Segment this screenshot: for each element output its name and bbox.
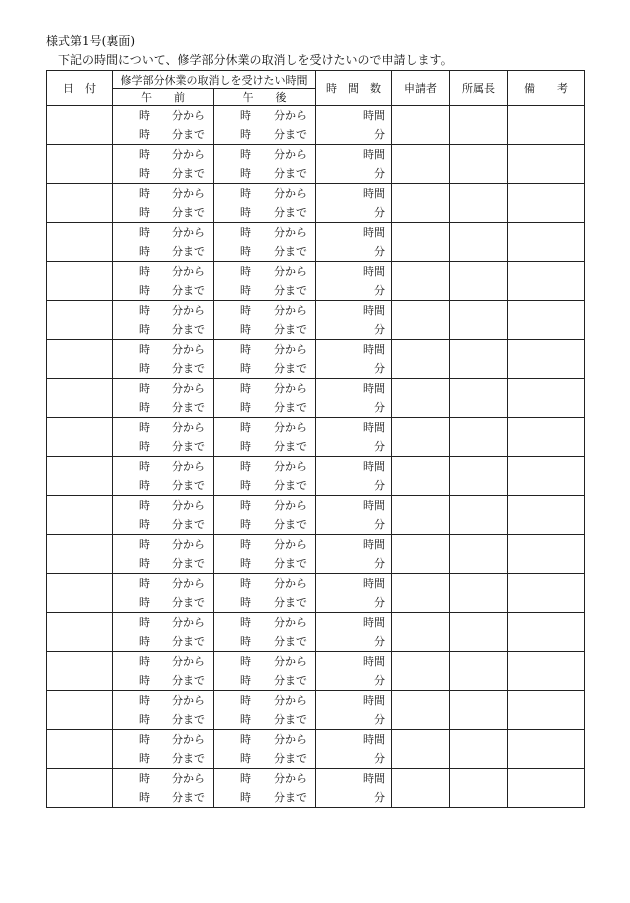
date-cell[interactable] [47,574,113,613]
duration-minutes[interactable]: 分 [316,671,392,691]
am-end-time[interactable]: 時 分まで [113,593,214,613]
table-row [47,340,585,360]
date-cell[interactable] [47,379,113,418]
am-end-time[interactable]: 時 分まで [113,788,214,808]
pm-start-time[interactable]: 時 分から [214,379,316,399]
remarks-cell[interactable] [508,262,585,301]
table-row [47,457,585,477]
applicant-cell[interactable] [392,535,450,574]
am-start-time[interactable]: 時 分から [113,496,214,516]
duration-hours[interactable]: 時間 [316,340,392,360]
pm-end-time[interactable]: 時 分まで [214,203,316,223]
duration-minutes[interactable]: 分 [316,359,392,379]
duration-minutes[interactable]: 分 [316,437,392,457]
duration-minutes[interactable]: 分 [316,125,392,145]
duration-hours[interactable]: 時間 [316,184,392,204]
col-pm-header: 午 後 [214,89,316,106]
duration-minutes[interactable]: 分 [316,476,392,496]
remarks-cell[interactable] [508,184,585,223]
am-end-time[interactable]: 時 分まで [113,749,214,769]
remarks-cell[interactable] [508,691,585,730]
remarks-cell[interactable] [508,613,585,652]
duration-minutes[interactable]: 分 [316,242,392,262]
applicant-cell[interactable] [392,145,450,184]
director-cell[interactable] [450,223,508,262]
applicant-cell[interactable] [392,301,450,340]
duration-minutes[interactable]: 分 [316,281,392,301]
director-cell[interactable] [450,769,508,808]
date-cell[interactable] [47,457,113,496]
table-row [47,535,585,555]
duration-hours[interactable]: 時間 [316,574,392,594]
duration-hours[interactable]: 時間 [316,223,392,243]
duration-hours[interactable]: 時間 [316,613,392,633]
duration-hours[interactable]: 時間 [316,652,392,672]
duration-minutes[interactable]: 分 [316,203,392,223]
remarks-cell[interactable] [508,145,585,184]
table-row [47,184,585,204]
am-start-time[interactable]: 時 分から [113,340,214,360]
pm-end-time[interactable]: 時 分まで [214,164,316,184]
am-end-time[interactable]: 時 分まで [113,710,214,730]
pm-start-time[interactable]: 時 分から [214,106,316,126]
duration-hours[interactable]: 時間 [316,535,392,555]
director-cell[interactable] [450,145,508,184]
applicant-cell[interactable] [392,418,450,457]
director-cell[interactable] [450,613,508,652]
applicant-cell[interactable] [392,184,450,223]
duration-hours[interactable]: 時間 [316,262,392,282]
date-cell[interactable] [47,730,113,769]
applicant-cell[interactable] [392,340,450,379]
remarks-cell[interactable] [508,496,585,535]
remarks-cell[interactable] [508,301,585,340]
director-cell[interactable] [450,106,508,145]
remarks-cell[interactable] [508,418,585,457]
pm-start-time[interactable]: 時 分から [214,223,316,243]
remarks-cell[interactable] [508,574,585,613]
pm-end-time[interactable]: 時 分まで [214,125,316,145]
pm-start-time[interactable]: 時 分から [214,652,316,672]
table-row [47,106,585,126]
table-row [47,223,585,243]
pm-start-time[interactable]: 時 分から [214,301,316,321]
am-end-time[interactable]: 時 分まで [113,203,214,223]
pm-start-time[interactable]: 時 分から [214,262,316,282]
duration-minutes[interactable]: 分 [316,710,392,730]
pm-end-time[interactable]: 時 分まで [214,632,316,652]
duration-hours[interactable]: 時間 [316,145,392,165]
am-start-time[interactable]: 時 分から [113,418,214,438]
date-cell[interactable] [47,301,113,340]
pm-start-time[interactable]: 時 分から [214,145,316,165]
pm-start-time[interactable]: 時 分から [214,769,316,789]
applicant-cell[interactable] [392,379,450,418]
am-start-time[interactable]: 時 分から [113,613,214,633]
am-start-time[interactable]: 時 分から [113,769,214,789]
director-cell[interactable] [450,262,508,301]
am-start-time[interactable]: 時 分から [113,301,214,321]
remarks-cell[interactable] [508,223,585,262]
am-start-time[interactable]: 時 分から [113,457,214,477]
duration-hours[interactable]: 時間 [316,379,392,399]
applicant-cell[interactable] [392,496,450,535]
pm-end-time[interactable]: 時 分まで [214,749,316,769]
pm-end-time[interactable]: 時 分まで [214,476,316,496]
pm-end-time[interactable]: 時 分まで [214,515,316,535]
pm-end-time[interactable]: 時 分まで [214,593,316,613]
director-cell[interactable] [450,730,508,769]
col-applicant-header: 申請者 [392,71,450,106]
pm-start-time[interactable]: 時 分から [214,340,316,360]
pm-end-time[interactable]: 時 分まで [214,788,316,808]
application-table [46,70,585,808]
duration-hours[interactable]: 時間 [316,106,392,126]
date-cell[interactable] [47,613,113,652]
applicant-cell[interactable] [392,223,450,262]
am-start-time[interactable]: 時 分から [113,652,214,672]
table-body [47,106,585,808]
am-start-time[interactable]: 時 分から [113,106,214,126]
director-cell[interactable] [450,652,508,691]
remarks-cell[interactable] [508,106,585,145]
duration-hours[interactable]: 時間 [316,301,392,321]
am-start-time[interactable]: 時 分から [113,574,214,594]
pm-end-time[interactable]: 時 分まで [214,359,316,379]
col-am-header: 午 前 [113,89,214,106]
duration-hours[interactable]: 時間 [316,418,392,438]
applicant-cell[interactable] [392,613,450,652]
col-date-header: 日 付 [47,71,113,106]
remarks-cell[interactable] [508,340,585,379]
duration-minutes[interactable]: 分 [316,164,392,184]
intro-text: 下記の時間について、修学部分休業の取消しを受けたいので申請します。 [58,53,453,67]
am-end-time[interactable]: 時 分まで [113,632,214,652]
table-row [47,145,585,165]
date-cell[interactable] [47,652,113,691]
date-cell[interactable] [47,340,113,379]
am-end-time[interactable]: 時 分まで [113,320,214,340]
am-end-time[interactable]: 時 分まで [113,671,214,691]
pm-start-time[interactable]: 時 分から [214,535,316,555]
applicant-cell[interactable] [392,652,450,691]
applicant-cell[interactable] [392,769,450,808]
pm-start-time[interactable]: 時 分から [214,613,316,633]
applicant-cell[interactable] [392,730,450,769]
date-cell[interactable] [47,535,113,574]
col-hours-header: 時 間 数 [316,71,392,106]
am-end-time[interactable]: 時 分まで [113,476,214,496]
remarks-cell[interactable] [508,652,585,691]
date-cell[interactable] [47,184,113,223]
table-row [47,691,585,711]
am-start-time[interactable]: 時 分から [113,379,214,399]
director-cell[interactable] [450,301,508,340]
am-end-time[interactable]: 時 分まで [113,242,214,262]
pm-end-time[interactable]: 時 分まで [214,437,316,457]
duration-minutes[interactable]: 分 [316,788,392,808]
table-row [47,613,585,633]
applicant-cell[interactable] [392,691,450,730]
date-cell[interactable] [47,418,113,457]
pm-end-time[interactable]: 時 分まで [214,554,316,574]
duration-minutes[interactable]: 分 [316,749,392,769]
pm-start-time[interactable]: 時 分から [214,457,316,477]
remarks-cell[interactable] [508,535,585,574]
duration-hours[interactable]: 時間 [316,691,392,711]
date-cell[interactable] [47,691,113,730]
duration-minutes[interactable]: 分 [316,320,392,340]
director-cell[interactable] [450,418,508,457]
remarks-cell[interactable] [508,457,585,496]
am-end-time[interactable]: 時 分まで [113,359,214,379]
remarks-cell[interactable] [508,379,585,418]
director-cell[interactable] [450,535,508,574]
duration-minutes[interactable]: 分 [316,593,392,613]
pm-start-time[interactable]: 時 分から [214,574,316,594]
duration-hours[interactable]: 時間 [316,457,392,477]
table-row [47,574,585,594]
date-cell[interactable] [47,223,113,262]
pm-end-time[interactable]: 時 分まで [214,671,316,691]
table-row [47,301,585,321]
applicant-cell[interactable] [392,457,450,496]
am-start-time[interactable]: 時 分から [113,145,214,165]
form-number: 様式第1号(裏面) [46,34,135,48]
date-cell[interactable] [47,262,113,301]
remarks-cell[interactable] [508,769,585,808]
pm-start-time[interactable]: 時 分から [214,418,316,438]
duration-hours[interactable]: 時間 [316,769,392,789]
duration-minutes[interactable]: 分 [316,554,392,574]
table-row [47,262,585,282]
table-row [47,652,585,672]
am-end-time[interactable]: 時 分まで [113,437,214,457]
director-cell[interactable] [450,184,508,223]
duration-minutes[interactable]: 分 [316,515,392,535]
date-cell[interactable] [47,106,113,145]
am-end-time[interactable]: 時 分まで [113,125,214,145]
pm-start-time[interactable]: 時 分から [214,691,316,711]
am-start-time[interactable]: 時 分から [113,223,214,243]
applicant-cell[interactable] [392,262,450,301]
date-cell[interactable] [47,145,113,184]
director-cell[interactable] [450,574,508,613]
pm-end-time[interactable]: 時 分まで [214,320,316,340]
col-remarks-header: 備 考 [508,71,585,106]
am-end-time[interactable]: 時 分まで [113,164,214,184]
director-cell[interactable] [450,457,508,496]
pm-end-time[interactable]: 時 分まで [214,281,316,301]
applicant-cell[interactable] [392,106,450,145]
pm-end-time[interactable]: 時 分まで [214,242,316,262]
date-cell[interactable] [47,769,113,808]
pm-start-time[interactable]: 時 分から [214,730,316,750]
pm-start-time[interactable]: 時 分から [214,184,316,204]
table-row [47,418,585,438]
remarks-cell[interactable] [508,730,585,769]
director-cell[interactable] [450,691,508,730]
duration-minutes[interactable]: 分 [316,398,392,418]
pm-end-time[interactable]: 時 分まで [214,398,316,418]
table-row [47,379,585,399]
duration-minutes[interactable]: 分 [316,632,392,652]
director-cell[interactable] [450,496,508,535]
col-director-header: 所属長 [450,71,508,106]
col-period-group-header: 修学部分休業の取消しを受けたい時間 [113,71,316,89]
date-cell[interactable] [47,496,113,535]
table-row [47,496,585,516]
director-cell[interactable] [450,379,508,418]
am-start-time[interactable]: 時 分から [113,184,214,204]
am-end-time[interactable]: 時 分まで [113,281,214,301]
duration-hours[interactable]: 時間 [316,730,392,750]
am-start-time[interactable]: 時 分から [113,691,214,711]
pm-end-time[interactable]: 時 分まで [214,710,316,730]
pm-start-time[interactable]: 時 分から [214,496,316,516]
am-start-time[interactable]: 時 分から [113,535,214,555]
director-cell[interactable] [450,340,508,379]
am-start-time[interactable]: 時 分から [113,262,214,282]
am-start-time[interactable]: 時 分から [113,730,214,750]
table-row [47,730,585,750]
am-end-time[interactable]: 時 分まで [113,398,214,418]
am-end-time[interactable]: 時 分まで [113,515,214,535]
duration-hours[interactable]: 時間 [316,496,392,516]
table-row [47,769,585,789]
applicant-cell[interactable] [392,574,450,613]
am-end-time[interactable]: 時 分まで [113,554,214,574]
